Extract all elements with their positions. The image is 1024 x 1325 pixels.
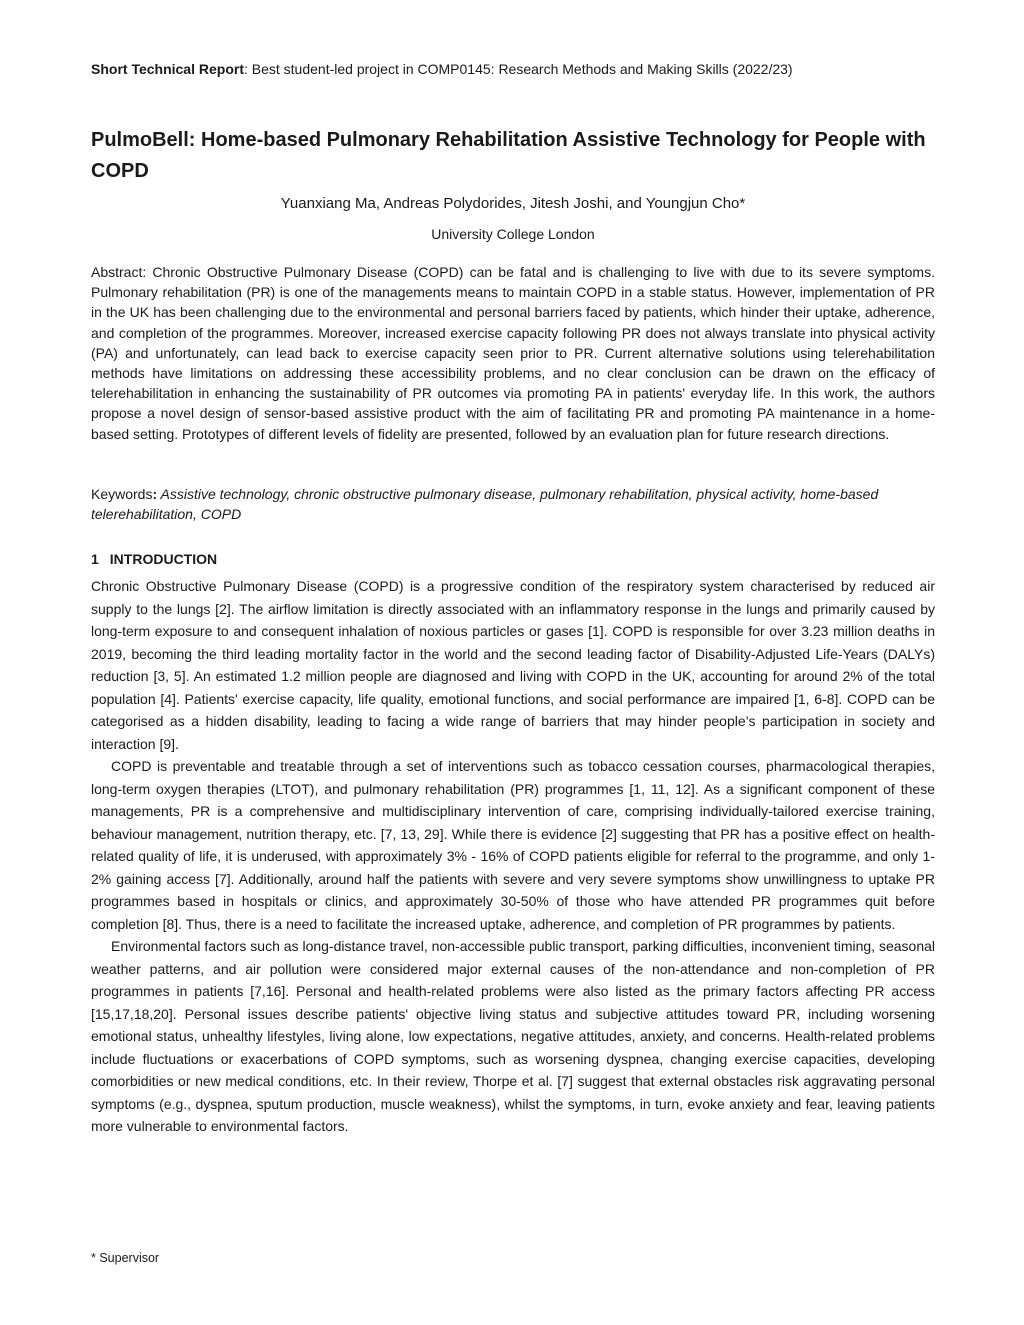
footnote: * Supervisor [91,1251,160,1265]
running-header [91,60,935,78]
header-label: Short Technical Report [91,61,244,77]
section-title: INTRODUCTION [109,551,218,567]
section-number: 1 [91,551,99,567]
paragraph: Chronic Obstructive Pulmonary Disease (COPD) is a progressive condition of the respiratory system characterised by reduced air supply to the lungs [2]. The airflow limitation is directly associated with an inflammatory response in the lungs and primarily caused by long-term exposure to and consequent inhalation of noxious particles or gases [1]. COPD is responsible for over 3.23 million deaths in 2019, becoming the third leading mortality factor in the world and the second leading factor of Disability-Adjusted Life-Years (DALYs) reduction [3, 5]. An estimated 1.2 million people are diagnosed and living with COPD in the UK, accounting for around 2% of the total population [4]. Patients' exercise capacity, life quality, emotional functions, and social performance are impaired [1, 6-8]. COPD can be categorised as a hidden disability, leading to facing a wide range of barriers that may hinder people’s participation in society and interaction [9]. [91,578,935,752]
keywords [91,484,935,524]
affiliation: University College London [431,226,595,242]
section-heading [91,550,217,568]
section-body [91,575,935,1138]
abstract: Abstract: Chronic Obstructive Pulmonary Disease (COPD) can be fatal and is challenging to live with due to its severe symptoms. Pulmonary rehabilitation (PR) is one of the managements means to maintain COPD in a stable status. However, implementation of PR in the UK has been challenging due to the environmental and personal barriers faced by patients, which hinder their uptake, adherence, and completion of the programmes. Moreover, increased exercise capacity following PR does not always translate into physical activity (PA) and unfortunately, can lead back to exercise capacity seen prior to PR. Current alternative solutions using telerehabilitation methods have limitations on addressing these accessibility problems, and no clear conclusion can be drawn on the efficacy of telerehabilitation in enhancing the sustainability of PR outcomes via promoting PA in patients' everyday life. In this work, the authors propose a novel design of sensor-based assistive product with the aim of facilitating PR and promoting PA maintenance in a home-based setting. Prototypes of different levels of fidelity are presented, followed by an evaluation plan for future research directions. [91,264,935,442]
paper-title: PulmoBell: Home-based Pulmonary Rehabilitation Assistive Technology for People with COPD [91,129,926,182]
paragraph: Environmental factors such as long-distance travel, non-accessible public transport, parking difficulties, inconvenient timing, seasonal weather patterns, and air pollution were considered major external causes of the non-attendance and non-completion of PR programmes in patients [7,16]. Personal and health-related problems were also listed as the primary factors affecting PR access [15,17,18,20]. Personal issues describe patients' objective living status and subjective attitudes toward PR, including worsening emotional status, unhealthy lifestyles, living alone, low expectations, negative attitudes, anxiety, and concerns. Health-related problems include fluctuations or exacerbations of COPD symptoms, such as worsening dyspnea, changing exercise capacities, developing comorbidities or new medical conditions, etc. In their review, Thorpe et al. [7] suggest that external obstacles risk aggravating personal symptoms (e.g., dyspnea, sputum production, muscle weakness), whilst the symptoms, in turn, evoke anxiety and fear, leaving patients more vulnerable to environmental factors. [91,938,935,1134]
keywords-label: Keywords: [91,486,158,502]
keywords-text: Assistive technology, chronic obstructive pulmonary disease, pulmonary rehabilitation, physical activity, home-based telerehabilitation, COPD [91,486,879,522]
paragraph: COPD is preventable and treatable through a set of interventions such as tobacco cessation courses, pharmacological therapies, long-term oxygen therapies (LTOT), and pulmonary rehabilitation (PR) programmes [1, 11, 12]. As a significant component of these managements, PR is a comprehensive and multidisciplinary intervention of care, comprising individually-tailored exercise training, behaviour management, nutrition therapy, etc. [7, 13, 29]. While there is evidence [2] suggesting that PR has a positive effect on health-related quality of life, it is underused, with approximately 3% - 16% of COPD patients eligible for referral to the programme, and only 1-2% gaining access [7]. Additionally, around half the patients with severe and very severe symptoms show unwillingness to uptake PR programmes based in hospitals or clinics, and approximately 30-50% of those who have attended PR programmes quit before completion [8]. Thus, there is a need to facilitate the increased uptake, adherence, and completion of PR programmes by patients. [91,758,935,932]
header-text: : Best student-led project in COMP0145: Research Methods and Making Skills (2022/23) [243,61,793,77]
author-list: Yuanxiang Ma, Andreas Polydorides, Jitesh Joshi, and Youngjun Cho* [280,195,746,212]
